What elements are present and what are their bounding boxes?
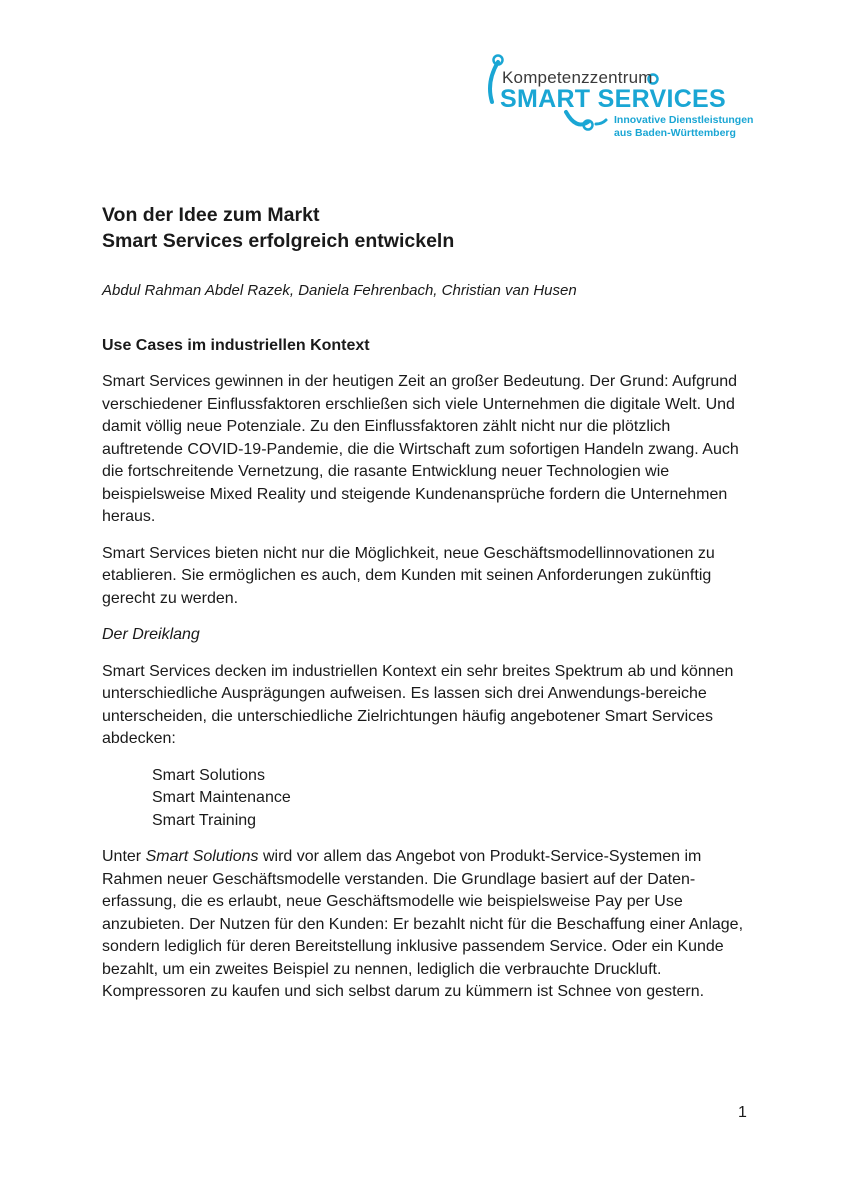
logo-tagline-line1: Innovative Dienstleistungen	[614, 114, 754, 126]
paragraph-4	[102, 846, 752, 1004]
paragraph-3: Smart Services decken im industriellen Kontext ein sehr breites Spektrum ab und können unterschiedliche Ausprägungen aufweisen. Es lassen sich drei Anwendungs-bereiche unterscheiden, die unterschiedliche Zielrichtungen häufig angebotener Smart Services abdecken:	[102, 662, 734, 747]
paragraph-4-prefix: Unter	[102, 848, 146, 865]
document-body	[102, 202, 752, 1004]
document-title: Von der Idee zum Markt	[102, 204, 320, 226]
paragraph-4-rest: wird vor allem das Angebot von Produkt-Service-Systemen im Rahmen neuer Geschäftsmodelle verstanden. Die Grundlage basiert auf der Daten-erfassung, die es erlaubt, neue Geschäftsmodelle wie beispielsweise Pay per Use anzubieten. Der Nutzen für den Kunden: Er bezahlt nicht für die Beschaffung einer Anlage, sondern lediglich für deren Bereitstellung inklusive passendem Service. Oder ein Kunde bezahlt, um ein zweites Beispiel zu nennen, lediglich die verbrauchte Druckluft. Kompressoren zu kaufen und sich selbst darum zu kümmern ist Schnee von gestern.	[102, 848, 744, 1000]
smart-services-logo	[484, 52, 764, 152]
document-authors: Abdul Rahman Abdel Razek, Daniela Fehrenbach, Christian van Husen	[102, 282, 577, 299]
section-heading: Use Cases im industriellen Kontext	[102, 337, 370, 354]
document-subtitle: Smart Services erfolgreich entwickeln	[102, 230, 455, 252]
logo-text-smart-services: SMART SERVICES	[500, 85, 727, 113]
logo-tagline-line2: aus Baden-Württemberg	[614, 127, 736, 139]
paragraph-1: Smart Services gewinnen in der heutigen Zeit an großer Bedeutung. Der Grund: Aufgrund verschiedener Einflussfaktoren erschließen sich viele Unternehmen die digitale Welt. Und damit völlig neue Potenziale. Zu den Einflussfaktoren zählt nicht nur die plötzlich auftretende COVID-19-Pandemie, die die Wirtschaft zum sofortigen Handeln zwang. Auch die fortschreitende Vernetzung, die rasante Entwicklung neuer Technologien wie beispielsweise Mixed Reality und steigende Kundenansprüche fordern die Unternehmen heraus.	[102, 373, 739, 525]
paragraph-2: Smart Services bieten nicht nur die Möglichkeit, neue Geschäftsmodellinnovationen zu etablieren. Sie ermöglichen es auch, dem Kunden mit seinen Anforderungen zukünftig gerecht zu werden.	[102, 544, 715, 607]
list-item: Smart Training	[152, 811, 257, 829]
list-item: Smart Maintenance	[152, 789, 291, 806]
application-areas-list	[152, 765, 752, 833]
page-number: 1	[738, 1104, 747, 1121]
list-item: Smart Solutions	[152, 766, 265, 784]
logo-tagline	[614, 114, 753, 140]
paragraph-4-emphasis: Smart Solutions	[145, 848, 259, 865]
subheading-dreiklang: Der Dreiklang	[102, 626, 200, 643]
logo-text-kompetenzzentrum: Kompetenzzentrum	[502, 68, 653, 87]
